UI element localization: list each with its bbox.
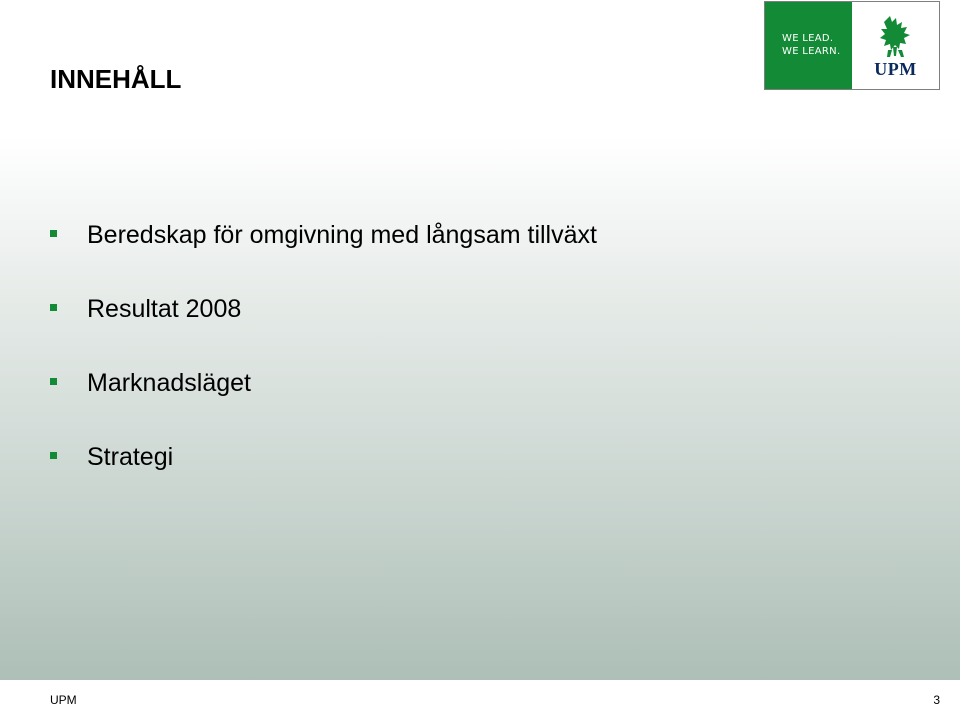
agenda-item-text: Resultat 2008 xyxy=(87,295,242,323)
agenda-item-text: Strategi xyxy=(87,443,174,471)
logo-brand-panel xyxy=(852,2,939,89)
logo-slogan-panel xyxy=(765,2,852,89)
square-bullet-icon xyxy=(50,304,57,311)
logo-slogan-line-2: WE LEARN. xyxy=(782,46,841,57)
agenda-item xyxy=(50,220,597,294)
square-bullet-icon xyxy=(50,230,57,237)
agenda-item xyxy=(50,368,597,442)
slide-title: INNEHÅLL xyxy=(50,64,182,94)
upm-logo xyxy=(764,1,940,90)
square-bullet-icon xyxy=(50,378,57,385)
agenda-item-text: Marknadsläget xyxy=(87,369,251,397)
griffin-icon xyxy=(876,14,916,58)
agenda-item xyxy=(50,442,597,516)
agenda-list xyxy=(50,220,597,516)
agenda-item-text: Beredskap för omgivning med långsam tillväxt xyxy=(87,221,597,249)
footer-company: UPM xyxy=(50,693,77,707)
logo-wordmark: UPM xyxy=(874,59,917,79)
agenda-item xyxy=(50,294,597,368)
logo-slogan-line-1: WE LEAD. xyxy=(782,33,834,44)
square-bullet-icon xyxy=(50,452,57,459)
footer-page-number: 3 xyxy=(933,693,940,707)
